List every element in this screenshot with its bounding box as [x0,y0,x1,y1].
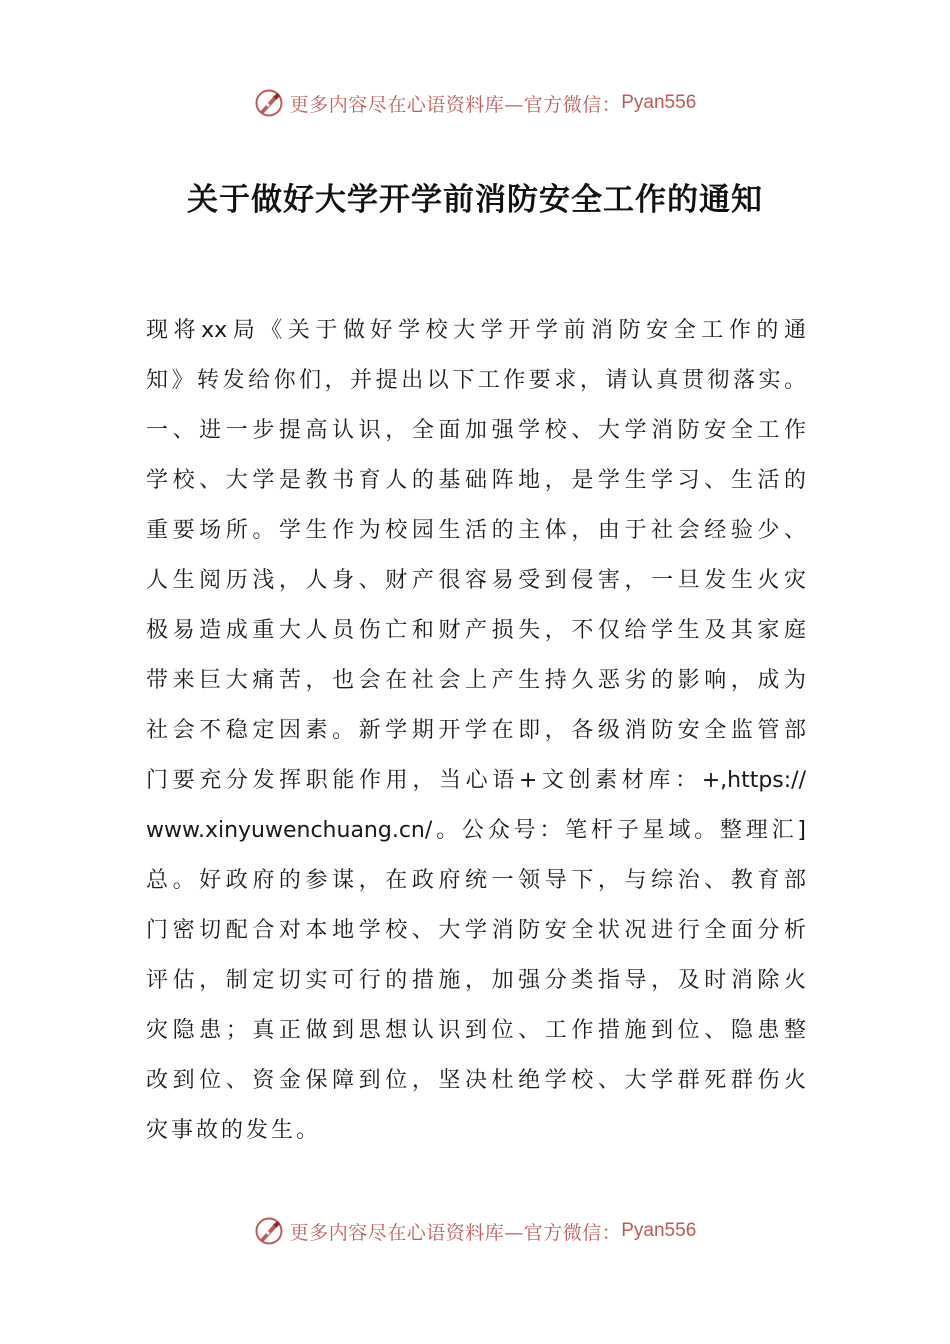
body-line: www.xinyuwenchuang.cn/。公众号：笔杆子星域。整理汇] [146,818,806,843]
banner-text: 更多内容尽在心语资料库—官方微信： [289,93,622,116]
banner-text: 更多内容尽在心语资料库—官方微信： [289,1221,622,1244]
body-line: 带来巨大痛苦，也会在社会上产生持久恶劣的影响，成为 [146,668,806,693]
body-line: 现将xx局《关于做好学校大学开学前消防安全工作的通 [146,318,806,343]
document-body [146,306,806,1156]
body-line: 极易造成重大人员伤亡和财产损失，不仅给学生及其家庭 [146,618,806,643]
body-line: 社会不稳定因素。新学期开学在即，各级消防安全监管部 [146,718,806,743]
body-line: 学校、大学是教书育人的基础阵地，是学生学习、生活的 [146,468,806,493]
body-line: 知》转发给你们，并提出以下工作要求，请认真贯彻落实。 [146,368,806,393]
body-line: 一、进一步提高认识，全面加强学校、大学消防安全工作 [146,418,806,443]
body-line: 总。好政府的参谋，在政府统一领导下，与综治、教育部 [146,868,806,893]
pen-nib-logo-icon [254,1216,284,1246]
body-line: 灾事故的发生。 [146,1118,322,1143]
body-line: 改到位、资金保障到位，坚决杜绝学校、大学群死群伤火 [146,1068,806,1093]
footer-banner [0,1211,950,1251]
body-line: 重要场所。学生作为校园生活的主体，由于社会经验少、 [146,518,806,543]
body-line: 门密切配合对本地学校、大学消防安全状况进行全面分析 [146,918,806,943]
document-title: 关于做好大学开学前消防安全工作的通知 [187,182,763,218]
body-line: 门要充分发挥职能作用，当心语+文创素材库：+,https:// [146,768,806,793]
body-line: 人生阅历浅，人身、财产很容易受到侵害，一旦发生火灾 [146,568,806,593]
body-line: 灾隐患；真正做到思想认识到位、工作措施到位、隐患整 [146,1018,806,1043]
body-line: 评估，制定切实可行的措施，加强分类指导，及时消除火 [146,968,806,993]
banner-wechat-id: Pyan556 [621,1220,697,1241]
pen-nib-logo-icon [254,88,284,118]
header-banner [0,83,950,123]
banner-wechat-id: Pyan556 [621,92,697,113]
